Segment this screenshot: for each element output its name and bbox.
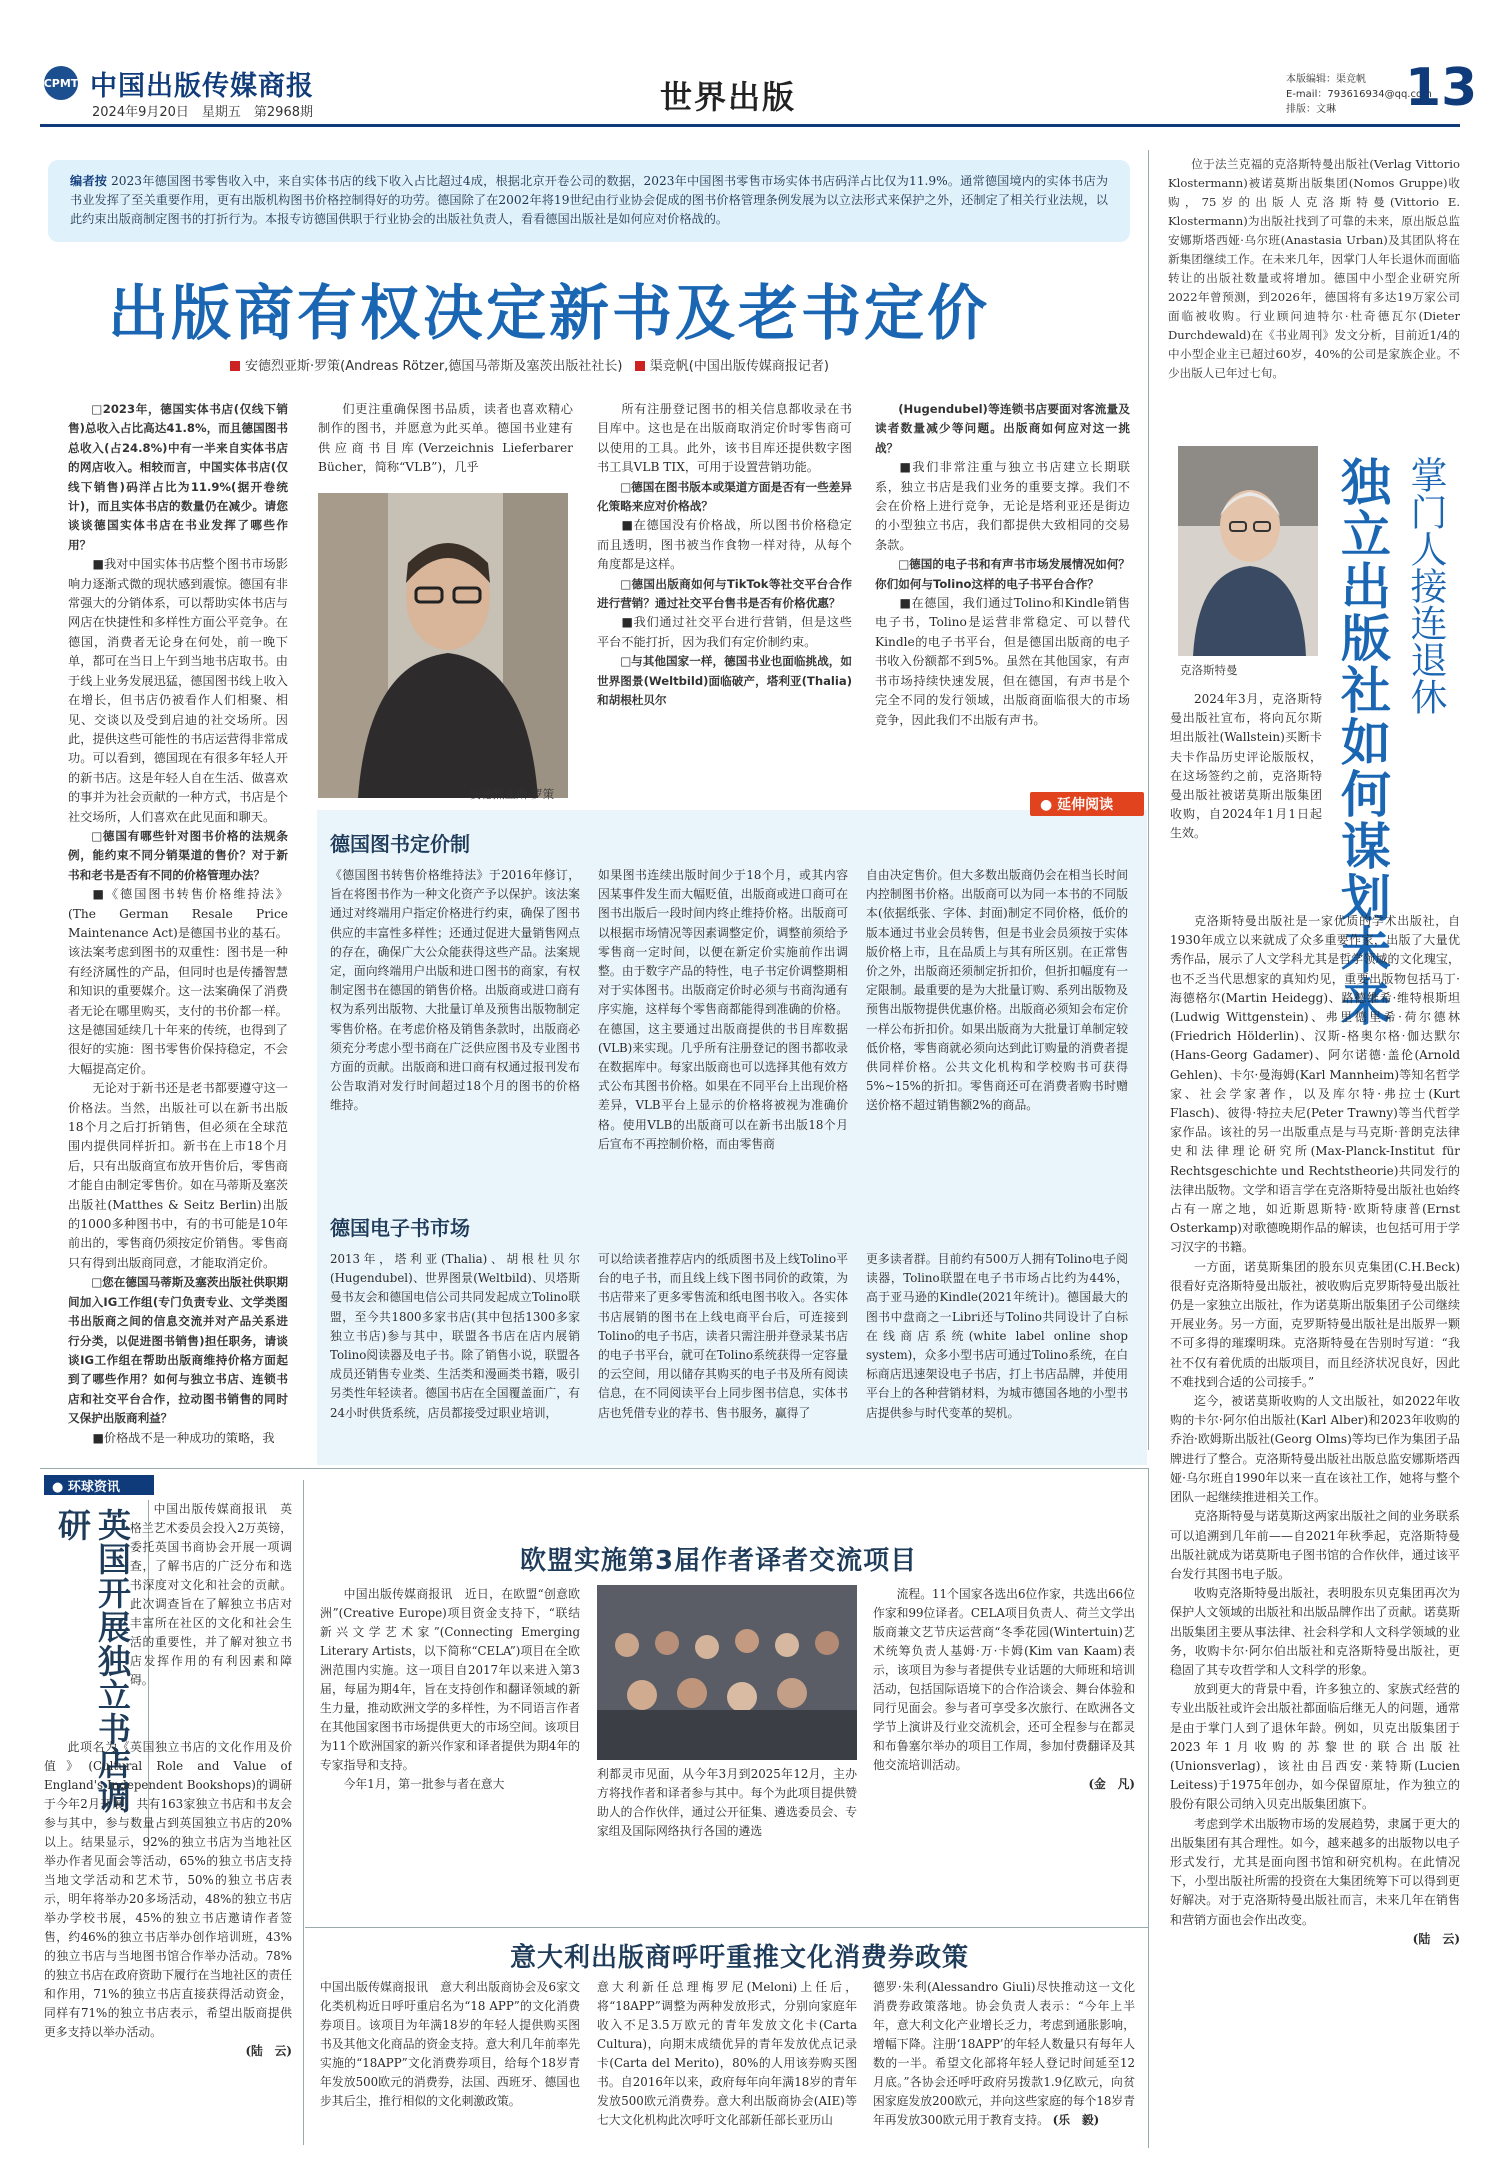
editor-line: 本版编辑：渠竞帆 — [1286, 74, 1366, 85]
extended-ebook-col-2: 可以给读者推荐店内的纸质图书及上线Tolino平台的电子书，而且线上线下图书同价的政策，为书店带来了更多零售流和纸电图书收入。各实体书店展销的图书在上线电商平台后，可连接到Tolino的电子书店，读者只需注册并登录某书店的电子书平台，就可在Tolino系统获得一定容量的云空间，用以储存其购买的电子书及所有阅读信息，在不同阅读平台上同步图书信息，实体书店也凭借专业的荐书、售书服务，赢得了 — [598, 1252, 848, 1420]
sidebar-text-wide — [1170, 912, 1460, 2148]
section-divider — [40, 1468, 1148, 1469]
byline — [230, 355, 829, 374]
eu-article-col-1 — [320, 1585, 580, 1920]
layout-credit: 排版：文琳 — [1286, 104, 1336, 115]
interview-answer: ■我们非常注重与独立书店建立长期联系，独立书店是我们业务的重要支撑。我们不会在价格上进行竞争，无论是塔利亚还是街边的小型独立书店，我们都提供大致相同的交易条款。 — [875, 460, 1130, 552]
uk-article-paragraph: 此项名为《英国独立书店的文化作用及价值》(Cultural Role and Value of England's Independent Bookshops)的调研于今年2月开展，共有163家独立书店和书友会参与其中，参与数量占到英国独立书店的20%以上。结果显示，92%的独立书店为当地社区举办作者见面会等活动，65%的独立书店支持当地文学活动和艺术节，50%的独立书店表示，明年将举办20多场活动，48%的独立书店举办学校书展，45%的独立书店邀请作者签售，约46%的独立书店举办创作培训班，43%的独立书店与当地图书馆合作举办活动。78%的独立书店在政府资助下履行在当地社区的责任和作用，71%的独立书店直接获得活动资金，同样有71%的独立书店表示，希望出版商提供更多支持以举办活动。 — [44, 1740, 292, 2039]
extended-ebook-col-3: 更多读者群。目前约有500万人拥有Tolino电子阅读器，Tolino联盟在电子书市场占比约为44%，高于亚马逊的Kindle(2021年统计)。德国最大的图书中盘商之一Libri还与Tolino共同设计了白标在线商店系统(white label online shop system)，众多小型书店可通过Tolino系统，在白标商店迅速架设电子书店，打上书店品牌，并使用平台上的各种营销材料，为城市德国各地的小型书店提供参与时代变革的契机。 — [866, 1252, 1128, 1420]
byline-marker — [230, 361, 240, 371]
interview-question: □德国出版商如何与TikTok等社交平台合作进行营销？通过社交平台售书是否有价格优惠？ — [597, 576, 852, 611]
interview-question: □德国的电子书和有声书市场发展情况如何？你们如何与Tolino这样的电子书平台合作？ — [875, 557, 1130, 591]
interview-answer: ■在德国，我们通过Tolino和Kindle销售电子书，Tolino是运营非常稳定、可以替代Kindle的电子书平台，但是德国出版商的电子书收入份额都不到5%。虽然在其他国家，有声书市场持续快速发展，但在德国，有声书是个完全不同的发行领域，出版商面临很大的市场竞争，因此我们不出版有声书。 — [875, 596, 1130, 727]
interview-question: □与其他国家一样，德国书业也面临挑战，如世界图景(Weltbild)面临破产，塔利亚(Thalia)和胡根杜贝尔 — [597, 654, 852, 708]
article-column-2 — [318, 400, 573, 490]
newspaper-logo: CPMT — [44, 66, 78, 100]
interview-question: (Hugendubel)等连锁书店要面对客流量及读者数量减少等问题。出版商如何应对这一挑战？ — [875, 402, 1130, 455]
portrait-caption: 安德烈亚斯·罗策 — [470, 787, 555, 801]
italy-article-col-3 — [873, 1978, 1135, 2148]
interview-answer: 无论对于新书还是老书都要遵守这一价格法。当然，出版社可以在新书出版18个月之后打折销售，但必须在全球范围内提供同样折扣。新书在上市18个月后，只有出版商宣布放开售价后，零售商才能自由制定零售价。如在马蒂斯及塞茨出版社(Matthes & Seitz Berlin)出版的1000多种图书中，有的书可能是10年前出的，零售商仍须按定价销售。零售商只有得到出版商同意，才能取消定价。 — [68, 1081, 288, 1270]
article-column-3 — [597, 400, 852, 790]
column-divider — [303, 1480, 304, 2145]
extended-pricing-col-1: 《德国图书转售价格维持法》于2016年修订，旨在将图书作为一种文化资产予以保护。该法案通过对终端用户指定价格进行约束，确保了图书供应的丰富性多样性；还通过促进大量销售网点的存在，确保广大公众能获得这些产品。法案规定，面向终端用户出版和进口图书的商家，有权制定图书在德国的销售价格。出版商或进口商有权为系列出版物、大批量订单及预售出版物制定零售价格。在考虑价格及销售条款时，出版商必须充分考虑小型书商在广泛供应图书及专业图书方面的贡献。出版商和进口商有权通过报刊发布公告取消对发行时间超过18个月的图书的价格维持。 — [330, 868, 580, 1113]
sidebar-paragraph: 克洛斯特曼出版社是一家优质的学术出版社，自1930年成立以来就成了众多重要作家，出版了大量优秀作品，展示了人文学科尤其是哲学领域的文化瑰宝，也不乏当代思想家的真知灼见，重要出版物包括马丁·海德格尔(Martin Heidegg)、路德维希·维特根斯坦(Ludwig Wittgenstein)、弗里德里希·荷尔德林(Friedrich Hölderlin)、汉斯-格奥尔格·伽达默尔(Hans-Georg Gadamer)、阿尔诺德·盖伦(Arnold Gehlen)、卡尔·曼海姆(Karl Mannheim)等知名哲学家、社会学家著作，以及库尔特·弗拉士(Kurt Flasch)、彼得·特拉夫尼(Peter Trawny)等当代哲学家作品。该社的另一出版重点是与马克斯·普朗克法律史和法律理论研究所(Max-Planck-Institut für Rechtsgeschichte und Rechtstheorie)共同发行的法律出版物。文学和语言学在克洛斯特曼出版社也始终占有一席之地，如近斯恩斯特·欧斯特康普(Ernst Osterkamp)对歌德晚期作品的解读，也包括可用于学习汉字的书籍。 — [1170, 914, 1460, 1255]
sidebar-text-narrow — [1170, 690, 1322, 915]
extended-subheading-pricing: 德国图书定价制 — [330, 832, 470, 856]
interview-question: □德国在图书版本或渠道方面是否有一些差异化策略来应对价格战？ — [597, 479, 852, 514]
uk-article-lead — [130, 1500, 292, 1730]
eu-article-col-3 — [873, 1585, 1135, 1920]
main-headline: 出版商有权决定新书及老书定价 — [108, 279, 990, 349]
eu-article-paragraph: 流程。11个国家各选出6位作家，共选出66位作家和99位译者。CELA项目负责人、荷兰文学出版商兼文艺节庆运营商“冬季花园(Wintertuin)艺术统筹负责人基姆·万·卡姆(Kim van Kaam)表示，该项目为参与者提供专业话题的大师班和培训活动，包括国际语境下的合作洽谈会、舞台体验和同行见面会。参与者可享受多次旅行、在欧洲各文学节上演讲及行业交流机会，还可全程参与在都灵和布鲁塞尔举办的项目工作周，参加付费翻译及其他交流培训活动。 — [873, 1587, 1135, 1772]
extended-subheading-ebook: 德国电子书市场 — [330, 1216, 470, 1240]
italy-article-col-2: 意大利新任总理梅罗尼(Meloni)上任后，将“18APP”调整为两种发放形式，分别向家庭年收入不足3.5万欧元的青年发放文化卡(Carta Cultura)，向期末成绩优异的青年发放优点记录卡(Carta del Merito)，80%的人用该券购买图书。自2016年以来，政府每年向年满18岁的青年发放500欧元消费券。意大利出版商协会(AIE)等七大文化机构此次呼吁文化部新任部长亚历山 — [597, 1980, 857, 2127]
audience-illustration — [597, 1585, 857, 1760]
eu-headline: 欧盟实施第3届作者译者交流项目 — [520, 1546, 918, 1576]
sidebar-paragraph: 迄今，被诺莫斯收购的人文出版社，如2022年收购的卡尔·阿尔伯出版社(Karl Alber)和2023年收购的乔治·欧姆斯出版社(Georg Olms)等均已作为集团子品牌进行了整合。克洛斯特曼出版社出版总监安娜斯塔西娅·乌尔班自1990年以来一直在该社工作，她将与整个团队一起继续推进相关工作。 — [1170, 1394, 1460, 1505]
italy-article-col-1: 中国出版传媒商报讯 意大利出版商协会及6家文化类机构近日呼吁重启名为“18 APP”的文化消费券项目。该项目为年满18岁的年轻人提供购买图书及其他文化商品的资金支持。意大利几年前率先实施的“18APP”文化消费券项目，给每个18岁青年发放500欧元的消费券，法国、西班牙、德国也步其后尘，推行相似的文化刺激政策。 — [320, 1980, 580, 2108]
uk-article-body — [44, 1738, 292, 2148]
interview-answer: ■我对中国实体书店整个图书市场影响力逐渐式微的现状感到震惊。德国有非常强大的分销体系，可以帮助实体书店与网店在快捷性和多样性方面公平竞争。在德国，消费者无论身在何处，前一晚下单，都可在当日上午到当地书店取书。由于线上业务发展迅猛，德国图书线上收入在增长，但书店仍被看作人们相聚、相见、交谈以及受到启迪的社交场所。因此，提供这些可能性的书店运营得非常成功。可以看到，德国现在有很多年轻人开的新书店。这是年轻人自在生活、做喜欢的事并为社会贡献的一种方式，书店是个社交场所，人们喜欢在此见面和聊天。 — [68, 557, 288, 824]
sidebar-subheadline: 掌门人接连退休 — [1404, 456, 1447, 715]
sidebar-intro-paragraph: 位于法兰克福的克洛斯特曼出版社(Verlag Vittorio Klostermann)被诺莫斯出版集团(Nomos Gruppe)收购，75岁的出版人克洛斯特曼(Vittorio E. Klostermann)为出版社找到了可靠的未来，原出版总监安娜斯塔西娅·乌尔班(Anastasia Urban)及其团队将在新集团继续工作。在未来几年，因掌门人年长退休而面临转让的出版社数量或将增加。德国中小型企业研究所2022年曾预测，到2026年，德国将有多达19万家公司面临被收购。行业顾问迪特尔·杜奇德瓦尔(Dieter Durchdewald)在《书业周刊》发文分析，目前近1/4的中小型企业主已超过60岁，40%的公司是家族企业。不少出版人已年过七旬。 — [1168, 157, 1460, 380]
interview-question: □德国有哪些针对图书价格的法规条例，能约束不同分销渠道的售价？对于新书和老书是否有不同的价格管理办法？ — [68, 828, 288, 882]
section-divider — [305, 1927, 1148, 1928]
editor-note-text: 2023年德国图书零售收入中，来自实体书店的线下收入占比超过4成，根据北京开卷公司的数据，2023年中国图书零售市场实体书店码洋占比仅为11.9%。通常德国境内的实体书店为书业发挥了至关重要作用，更有出版机构图书价格控制得好的功劳。德国除了在2002年将19世纪由行业协会促成的图书价格管理条例发展为以立法形式来保护之外，还制定了相关行业法规，以此约束出版商制定图书的打折行为。本报专访德国供职于行业协会的出版社负责人，看看德国出版社是如何应对价格战的。 — [70, 174, 1109, 226]
interview-answer: 们更注重确保图书品质，读者也喜欢精心制作的图书，并愿意为此买单。德国书业建有供应商书目库(Verzeichnis Lieferbarer Bücher，简称“VLB”)，几乎 — [318, 402, 573, 475]
page-number: 13 — [1405, 58, 1478, 118]
issue-info: 2024年9月20日 星期五 第2968期 — [92, 105, 313, 120]
newspaper-name: 中国出版传媒商报 — [90, 71, 314, 102]
eu-article-paragraph: 今年1月，第一批参与者在意大 — [343, 1777, 505, 1791]
italy-headline: 意大利出版商呼吁重推文化消费券政策 — [510, 1943, 970, 1973]
sidebar-photo-caption: 克洛斯特曼 — [1180, 663, 1238, 677]
portrait-photo-roetzer — [318, 493, 568, 798]
byline-reporter: 渠竞帆(中国出版传媒商报记者) — [649, 359, 829, 374]
uk-article-paragraph: 中国出版传媒商报讯 英格兰艺术委员会投入2万英镑，委托英国书商协会开展一项调查，了解书店的广泛分布和选书深度对文化和社会的贡献。此次调查旨在了解独立书店对丰富所在社区的文化和社会生活的重要性，并了解对独立书店发挥作用的有利因素和障碍。 — [130, 1502, 292, 1687]
eu-event-photo — [597, 1585, 857, 1760]
interview-answer: ■我们通过社交平台进行营销，但是这些平台不能打折，因为我们有定价制约束。 — [597, 615, 852, 649]
editor-note — [48, 160, 1130, 242]
portrait-illustration — [318, 493, 568, 798]
sidebar-signature: (陆 云) — [1412, 1931, 1460, 1946]
byline-marker — [635, 361, 645, 371]
interview-question: □您在德国马蒂斯及塞茨出版社供职期间加入IG工作组(专门负责专业、文学类图书出版商之间的信息交流并对产品关系进行分类，以促进图书销售)担任职务，请谈谈IG工作组在帮助出版商维持价格方面起到了哪些作用？如何与独立书店、连锁书店和社交平台合作，拉动图书销售的同时又保护出版商利益？ — [68, 1275, 288, 1426]
section-title: 世界出版 — [660, 78, 797, 116]
article-column-1 — [68, 400, 288, 1460]
sidebar-paragraph: 一方面，诺莫斯集团的股东贝克集团(C.H.Beck)很看好克洛斯特曼出版社，被收购后克罗斯特曼出版社仍是一家独立出版社，作为诺莫斯出版集团子公司继续开展业务。另一方面，克罗斯特曼出版社是出版界一颗不可多得的璀璨明珠。克洛斯特曼在告别时写道：“我社不仅有着优质的出版项目，而且经济状况良好，因此不难找到合适的公司接手。” — [1170, 1259, 1460, 1389]
sidebar-paragraph: 收购克洛斯特曼出版社，表明股东贝克集团再次为保护人文领域的出版社和出版品牌作出了贡献。诺莫斯出版集团主要从事法律、社会科学和人文科学领域的业务，收购卡尔·阿尔伯出版社和克洛斯特曼出版社，更稳固了其专攻哲学和人文科学的形象。 — [1170, 1586, 1460, 1677]
sidebar-paragraph: 考虑到学术出版物市场的发展趋势，隶属于更大的出版集团有其合理性。如今，越来越多的出版物以电子形式发行，尤其是面向图书馆和研究机构。在此情况下，小型出版社所需的投资在大集团统筹下可以得到更好解决。对于克洛斯特曼出版社而言，未来几年在销售和营销方面也会作出改变。 — [1170, 1816, 1460, 1927]
portrait-photo-klostermann — [1178, 446, 1318, 656]
column-divider — [1148, 1468, 1149, 2148]
extended-pricing-col-2: 如果图书连续出版时间少于18个月，或其内容因某事件发生而大幅贬值，出版商或进口商可在图书出版后一段时间内终止维持价格。出版商可以根据市场情况等因素调整定价，调整前须给予零售商一定时间，以便在新定价实施前作出调整。由于数字产品的特性，电子书定价调整期相对于实体图书。出版商定价时必须与书商沟通有序实施，这样每个零售商都能得到准确的价格。在德国，这主要通过出版商提供的书目库数据(VLB)来实现。几乎所有注册登记的图书都收录在数据库中。每家出版商也可以选择其他有效方式公布其图书价格。如果在不同平台上出现价格差异，VLB平台上显示的价格将被视为准确价格。使用VLB的出版商可以在新书出版18个月后宣布不再控制价格，而由零售商 — [598, 868, 848, 1151]
sidebar-paragraph: 放到更大的背景中看，许多独立的、家族式经营的专业出版社或许会出版社都面临后继无人的问题，通常是由于掌门人到了退休年龄。例如，贝克出版集团于2023年1月收购的苏黎世的联合出版社(Unionsverlag)，该社由吕西安·莱特斯(Lucien Leitess)于1975年创办，如今保留原址，作为独立的股份有限公司纳入贝克出版集团旗下。 — [1170, 1682, 1460, 1812]
extended-ebook-col-1: 2013年，塔利亚(Thalia)、胡根杜贝尔(Hugendubel)、世界图景(Weltbild)、贝塔斯曼书友会和德国电信公司共同发起成立Tolino联盟，至今共1800多家书店(其中包括1300多家独立书店)参与其中，联盟各书店在店内展销Tolino阅读器及电子书。除了销售小说，联盟各成员还销售专业类、生活类和漫画类书籍，吸引另类性年轻读者。德国书店在全国覆盖面广，有24小时供货系统，店员都接受过职业培训， — [330, 1252, 580, 1420]
italy-article-paragraph: 德罗·朱利(Alessandro Giuli)尽快推动这一文化消费券政策落地。协会负责人表示：“今年上半年，意大利文化产业增长乏力，考虑到通胀影响，增幅下降。注册‘18APP’的年轻人数量只有每年人数的一半。希望文化部将年轻人登记时间延至12月底。”各协会还呼吁政府另拨款1.9亿欧元，向贫困家庭发放200欧元，并向这些家庭的每个18岁青年再发放300欧元用于教育支持。 — [873, 1980, 1135, 2127]
global-news-tag: ● 环球资讯 — [44, 1475, 154, 1495]
byline-interviewee: 安德烈亚斯·罗策(Andreas Rötzer,德国马蒂斯及塞茨出版社社长) — [245, 359, 623, 374]
extended-reading-badge: ● 延伸阅读 — [1030, 792, 1144, 816]
eu-article-signature: (金 凡) — [1088, 1777, 1135, 1791]
interview-answer: ■价格战不是一种成功的策略，我 — [92, 1430, 275, 1445]
sidebar-intro — [1168, 155, 1460, 440]
sidebar-paragraph: 2024年3月，克洛斯特曼出版社宣布，将向瓦尔斯坦出版社(Wallstein)买断卡夫卡作品历史评论版版权，在这场签约之前，克洛斯特曼出版社被诺莫斯出版集团收购，自2024年1月1日起生效。 — [1170, 692, 1322, 841]
interview-question: □2023年，德国实体书店(仅线下销售)总收入占比高达41.8%，而且德国图书总收入(占24.8%)中有一半来自实体书店的网店收入。相较而言，中国实体书店(仅线下销售)码洋占比为11.9%(据开卷统计)，而且实体书店的数量仍在减少。请您谈谈德国实体书店在书业发挥了哪些作用？ — [68, 402, 288, 552]
extended-pricing-col-3: 自由决定售价。但大多数出版商仍会在相当长时间内控制图书价格。出版商可以为同一本书的不同版本(依据纸张、字体、封面)制定不同价格，低价的版本通过书业会员转售，但是书业会员须按于实体版价格上市，且在品质上与其有所区别。在正常售价之外，出版商还须制定折扣价，但折扣幅度有一定限制。最重要的是为大批量订购、系列出版物及预售出版物提供优惠价格。出版商必须知会布定价一样公布折扣价。如果出版商为大批量订单制定较低价格，零售商就必须向达到此订购量的消费者提供同样价格。公共文化机构和学校购书可获得5%~15%的折扣。零售商还可在消费者购书时赠送价格不超过销售额2%的商品。 — [866, 868, 1128, 1113]
italy-article-signature: (乐 毅) — [1052, 2113, 1100, 2127]
uk-article-signature: (陆 云) — [245, 2044, 292, 2058]
sidebar-headline: 独立出版社如何谋划未来 — [1333, 456, 1391, 1028]
uk-vertical-headline: 英国开展独立书店调研 — [53, 1508, 132, 1814]
eu-article-paragraph: 中国出版传媒商报讯 近日，在欧盟“创意欧洲”(Creative Europe)项目资金支持下，“联结新兴文学艺术家”(Connecting Emerging Literary Artists，以下简称“CELA”)项目在全欧洲范围内实施。这一项目自2017年以来进入第3届，每届为期4年，旨在支持创作和翻译领域的新生力量，推动欧洲文学的多样性，为不同语言作者在其他国家图书市场提供更大的市场空间。该项目为11个欧洲国家的新兴作家和译者提供为期4年的专家指导和支持。 — [320, 1587, 580, 1772]
sidebar-paragraph: 克洛斯特曼与诺莫斯这两家出版社之间的业务联系可以追溯到几年前——自2021年秋季起，克洛斯特曼出版社就成为诺莫斯电子图书馆的合作伙伴，通过该平台发行其图书电子版。 — [1170, 1509, 1460, 1581]
eu-article-col-2: 利都灵市见面，从今年3月到2025年12月，主办方将找作者和译者参与其中。每个为此项目提供赞助人的合作伙伴，通过公开征集、遴选委员会、专家组及国际网络执行各国的遴选 — [597, 1767, 857, 1838]
editor-note-label: 编者按 — [70, 174, 108, 188]
article-column-4 — [875, 400, 1130, 790]
interview-answer: ■《德国图书转售价格维持法》(The German Resale Price Maintenance Act)是德国书业的基石。该法案考虑到图书的双重性：图书是一种有经济属性的产品，但同时也是传播智慧和知识的重要媒介。这一法案确保了消费者无论在哪里购买，支付的书价都一样。这是德国延续几十年来的传统，也得到了很好的实施：图书零售价保持稳定，不会大幅提高定价。 — [68, 887, 288, 1076]
interview-answer: 所有注册登记图书的相关信息都收录在书目库中。这也是在出版商取消定价时零售商可以使用的工具。此外，该书目库还提供数字图书工具VLB TIX，可用于设置营销功能。 — [597, 402, 852, 475]
interview-answer: ■在德国没有价格战，所以图书价格稳定而且透明，图书被当作食物一样对待，从每个角度都是这样。 — [597, 518, 852, 572]
header-rule — [40, 124, 1460, 127]
column-divider — [1148, 150, 1149, 1450]
editor-email: E-mail：793616934@qq.com — [1286, 89, 1432, 100]
portrait-illustration — [1178, 446, 1318, 656]
